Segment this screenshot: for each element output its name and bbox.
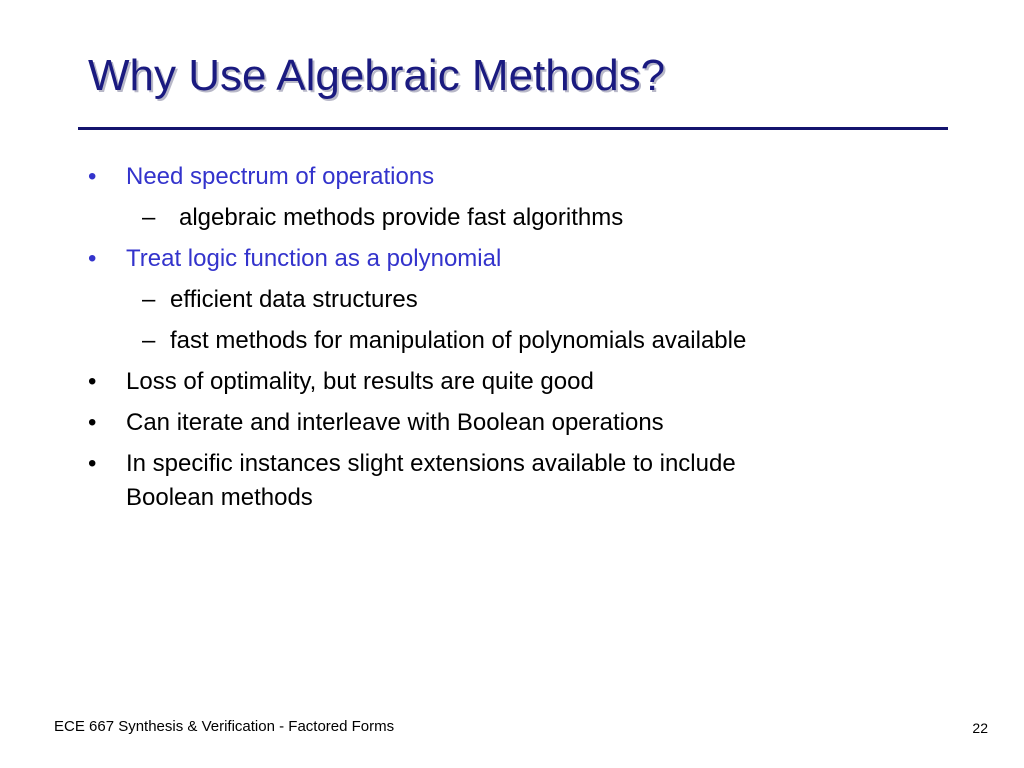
bullet-marker: • — [88, 409, 97, 436]
sub-bullet-marker: – — [142, 286, 156, 313]
bullet-marker: • — [88, 368, 97, 395]
bullet-text: Loss of optimality, but results are quite good — [126, 368, 594, 395]
page-number: 22 — [972, 720, 988, 736]
slide-title: Why Use Algebraic Methods? — [88, 51, 666, 100]
bullet-marker: • — [88, 163, 97, 190]
sub-bullet-text: fast methods for manipulation of polynomials available — [170, 327, 747, 354]
footer-text: ECE 667 Synthesis & Verification - Factored Forms — [54, 718, 395, 735]
bullet-text: In specific instances slight extensions available to include — [126, 450, 736, 477]
sub-bullet-text: algebraic methods provide fast algorithms — [179, 204, 624, 231]
sub-bullet-text: efficient data structures — [170, 286, 418, 313]
bullet-text: Boolean methods — [126, 484, 313, 511]
sub-bullet-marker: – — [142, 204, 156, 231]
bullet-text: Can iterate and interleave with Boolean operations — [126, 409, 664, 436]
sub-bullet-marker: – — [142, 327, 156, 354]
bullet-marker: • — [88, 450, 97, 477]
bullet-text: Need spectrum of operations — [126, 163, 435, 190]
bullet-text: Treat logic function as a polynomial — [126, 245, 502, 272]
bullet-marker: • — [88, 245, 97, 272]
